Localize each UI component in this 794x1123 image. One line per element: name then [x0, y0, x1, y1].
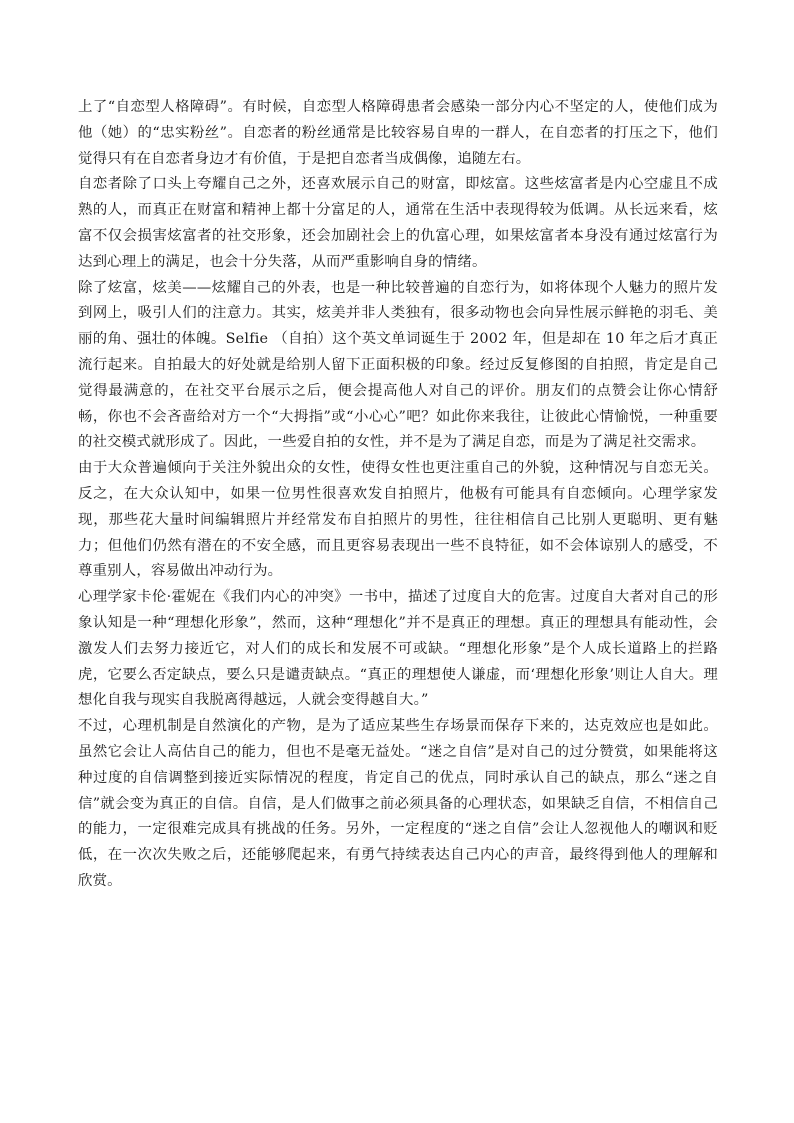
paragraph-dunning-kruger: 不过，心理机制是自然演化的产物，是为了适应某些生存场景而保存下来的，达克效应也是如此。虽然它会让人高估自己的能力，但也不是毫无益处。“迷之自信”是对自己的过分赞赏，如果能将这种过度的自信调整到接近实际情况的程度，肯定自己的优点，同时承认自己的缺点，那么“迷之自信”就会变为真正的自信。自信，是人们做事之前必须具备的心理状态，如果缺乏自信，不相信自己的能力，一定很难完成具有挑战的任务。另外，一定程度的“迷之自信”会让人忽视他人的嘲讽和贬低，在一次次失败之后，还能够爬起来，有勇气持续表达自己内心的声音，最终得到他人的理解和欣赏。: [78, 718, 718, 889]
paragraph-gender-selfie: 由于大众普遍倾向于关注外貌出众的女性，使得女性也更注重自己的外貌，这种情况与自恋无关。反之，在大众认知中，如果一位男性很喜欢发自拍照片，他极有可能具有自恋倾向。心理学家发现，那些花大量时间编辑照片并经常发布自拍照片的男性，往往相信自己比别人更聪明、更有魅力；但他们仍然有潜在的不安全感，而且更容易表现出一些不良特征，如不会体谅别人的感受，不尊重别人，容易做出冲动行为。: [78, 460, 718, 580]
paragraph-narcissistic-fans: 上了“自恋型人格障碍”。有时候，自恋型人格障碍患者会感染一部分内心不坚定的人，使他们成为他（她）的“忠实粉丝”。自恋者的粉丝通常是比较容易自卑的一群人，在自恋者的打压之下，他们觉得只有在自恋者身边才有价值，于是把自恋者当成偶像，追随左右。: [78, 99, 718, 167]
paragraph-showing-wealth: 自恋者除了口头上夸耀自己之外，还喜欢展示自己的财富，即炫富。这些炫富者是内心空虚且不成熟的人，而真正在财富和精神上都十分富足的人，通常在生活中表现得较为低调。从长远来看，炫富不仅会损害炫富者的社交形象，还会加剧社会上的仇富心理，如果炫富者本身没有通过炫富行为达到心理上的满足，也会十分失落，从而严重影响自身的情绪。: [78, 176, 718, 270]
paragraph-selfie: 除了炫富，炫美——炫耀自己的外表，也是一种比较普遍的自恋行为，如将体现个人魅力的照片发到网上，吸引人们的注意力。其实，炫美并非人类独有，很多动物也会向异性展示鲜艳的羽毛、美丽的角、强壮的体魄。Selfie （自拍）这个英文单词诞生于 2002 年，但是却在 10 年之后才真正流行起来。自拍最大的好处就是给别人留下正面积极的印象。经过反复修图的自拍照，肯定是自己觉得最满意的，在社交平台展示之后，便会提高他人对自己的评价。朋友们的点赞会让你心情舒畅，你也不会吝啬给对方一个“大拇指”或“小心心”吧？如此你来我往，让彼此心情愉悦，一种重要的社交模式就形成了。因此，一些爱自拍的女性，并不是为了满足自恋，而是为了满足社交需求。: [78, 279, 718, 451]
document-body: [78, 95, 718, 895]
paragraph-idealized-image: 心理学家卡伦·霍妮在《我们内心的冲突》一书中，描述了过度自大的危害。过度自大者对自己的形象认知是一种“理想化形象”，然而，这种“理想化”并不是真正的理想。真正的理想具有能动性，会激发人们去努力接近它，对人们的成长和发展不可或缺。“理想化形象”是个人成长道路上的拦路虎，它要么否定缺点，要么只是谴责缺点。“真正的理想使人谦虚，而‘理想化形象’则让人自大。理想化自我与现实自我脱离得越远，人就会变得越自大。”: [78, 589, 718, 709]
